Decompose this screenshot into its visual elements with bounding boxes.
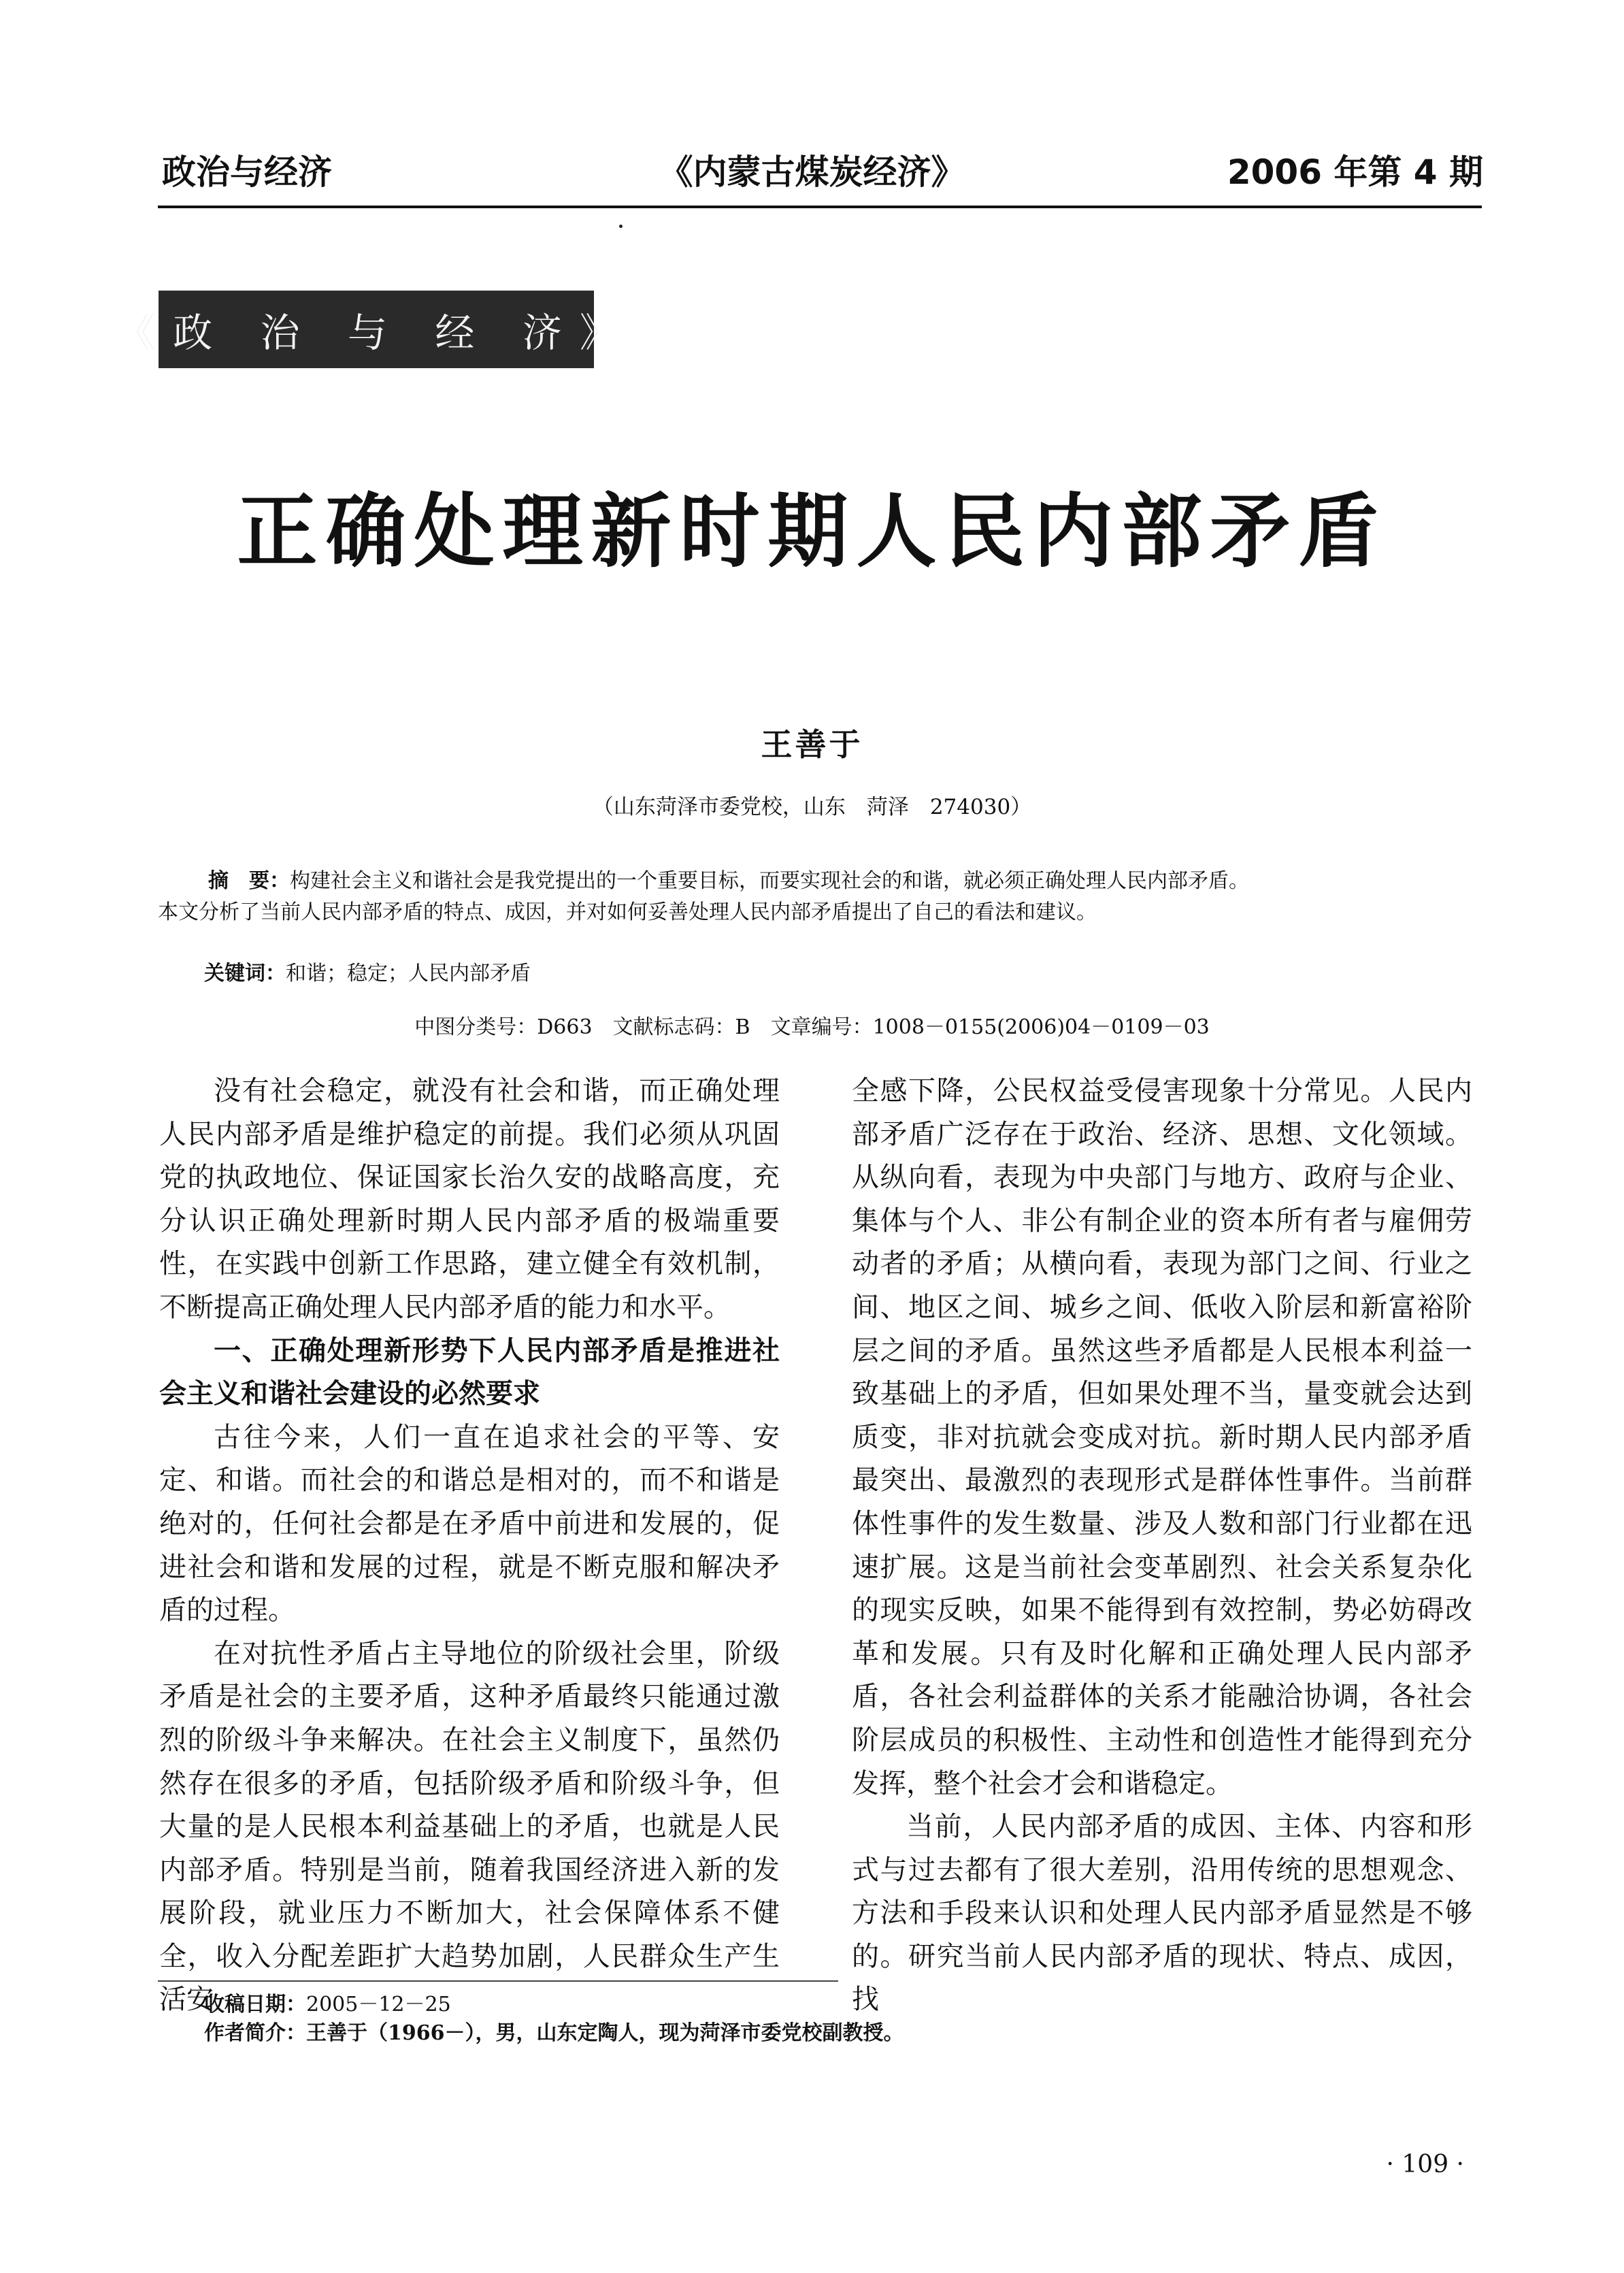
section-heading: 一、正确处理新形势下人民内部矛盾是推进社会主义和谐社会建设的必然要求 [159,1335,780,1410]
column-tag [116,291,637,368]
body-paragraph: 在对抗性矛盾占主导地位的阶级社会里，阶级矛盾是社会的主要矛盾，这种矛盾最终只能通过激烈的阶级斗争来解决。在社会主义制度下，虽然仍然存在很多的矛盾，包括阶级矛盾和阶级斗争，但大量的是人民根本利益基础上的矛盾，也就是人民内部矛盾。特别是当前，随着我国经济进入新的发展阶段，就业压力不断加大，社会保障体系不健全，收入分配差距扩大趋势加剧，人民群众生产生活安 [159,1637,780,2016]
running-header-issue: 2006 年第 4 期 [1227,152,1483,192]
received-label: 收稿日期： [204,1993,306,2016]
running-header-section: 政治与经济 [162,152,332,192]
classification-line: 中图分类号：D663 文献标志码：B 文章编号：1008－0155(2006)04－0109－03 [414,1015,1210,1039]
keywords [204,958,531,990]
body-paragraph: 全感下降，公民权益受侵害现象十分常见。人民内部矛盾广泛存在于政治、经济、思想、文化领域。从纵向看，表现为中央部门与地方、政府与企业、集体与个人、非公有制企业的资本所有者与雇佣劳动者的矛盾；从横向看，表现为部门之间、行业之间、地区之间、城乡之间、低收入阶层和新富裕阶层之间的矛盾。虽然这些矛盾都是人民根本利益一致基础上的矛盾，但如果处理不当，量变就会达到质变，非对抗就会变成对抗。新时期人民内部矛盾最突出、最激烈的表现形式是群体性事件。当前群体性事件的发生数量、涉及人数和部门行业都在迅速扩展。这是当前社会变革剧烈、社会关系复杂化的现实反映，如果不能得到有效控制，势必妨碍改革和发展。只有及时化解和正确处理人民内部矛盾，各社会利益群体的关系才能融洽协调，各社会阶层成员的积极性、主动性和创造性才能得到充分发挥，整个社会才会和谐稳定。 [852,1075,1472,1799]
body-column-left [159,1070,780,2022]
keywords-text: 和谐；稳定；人民内部矛盾 [286,962,531,985]
author-affiliation: （山东菏泽市委党校，山东 菏泽 274030） [592,795,1032,819]
abstract-line-2: 本文分析了当前人民内部矛盾的特点、成因，并对如何妥善处理人民内部矛盾提出了自己的看法和建议。 [158,900,1097,924]
received-date [204,1991,451,2018]
received-value: 2005－12－25 [306,1993,451,2016]
column-tag-label: 《政 治 与 经 济》 [116,310,637,356]
author-bio-text: 王善于（1966－），男，山东定陶人，现为菏泽市委党校副教授。 [306,2021,904,2045]
body-paragraph: 当前，人民内部矛盾的成因、主体、内容和形式与过去都有了很大差别，沿用传统的思想观念、方法和手段来认识和处理人民内部矛盾显然是不够的。研究当前人民内部矛盾的现状、特点、成因，找 [852,1811,1472,2016]
header-dot [619,225,623,228]
body-column-right [852,1070,1472,2022]
page-number: · 109 · [1386,2151,1464,2178]
author-bio [204,2020,904,2047]
article-title: 正确处理新时期人民内部矛盾 [237,484,1387,578]
abstract-text-1: 构建社会主义和谐社会是我党提出的一个重要目标，而要实现社会的和谐，就必须正确处理人民内部矛盾。 [290,869,1249,893]
abstract-line-1 [158,866,1482,897]
author-bio-label: 作者简介： [204,2021,306,2045]
abstract-label: 摘 要： [208,869,290,893]
running-header-journal: 《内蒙古煤炭经济》 [659,152,965,192]
abstract [158,866,1482,928]
article-author: 王善于 [761,726,863,763]
keywords-label: 关键词： [204,962,286,985]
body-paragraph: 古往今来，人们一直在追求社会的平等、安定、和谐。而社会的和谐总是相对的，而不和谐是绝对的，任何社会都是在矛盾中前进和发展的，促进社会和谐和发展的过程，就是不断克服和解决矛盾的过程。 [159,1421,780,1626]
footnote-rule [158,1980,838,1982]
header-rule [158,206,1482,208]
body-paragraph: 没有社会稳定，就没有社会和谐，而正确处理人民内部矛盾是维护稳定的前提。我们必须从巩固党的执政地位、保证国家长治久安的战略高度，充分认识正确处理新时期人民内部矛盾的极端重要性，在实践中创新工作思路，建立健全有效机制，不断提高正确处理人民内部矛盾的能力和水平。 [159,1075,780,1323]
